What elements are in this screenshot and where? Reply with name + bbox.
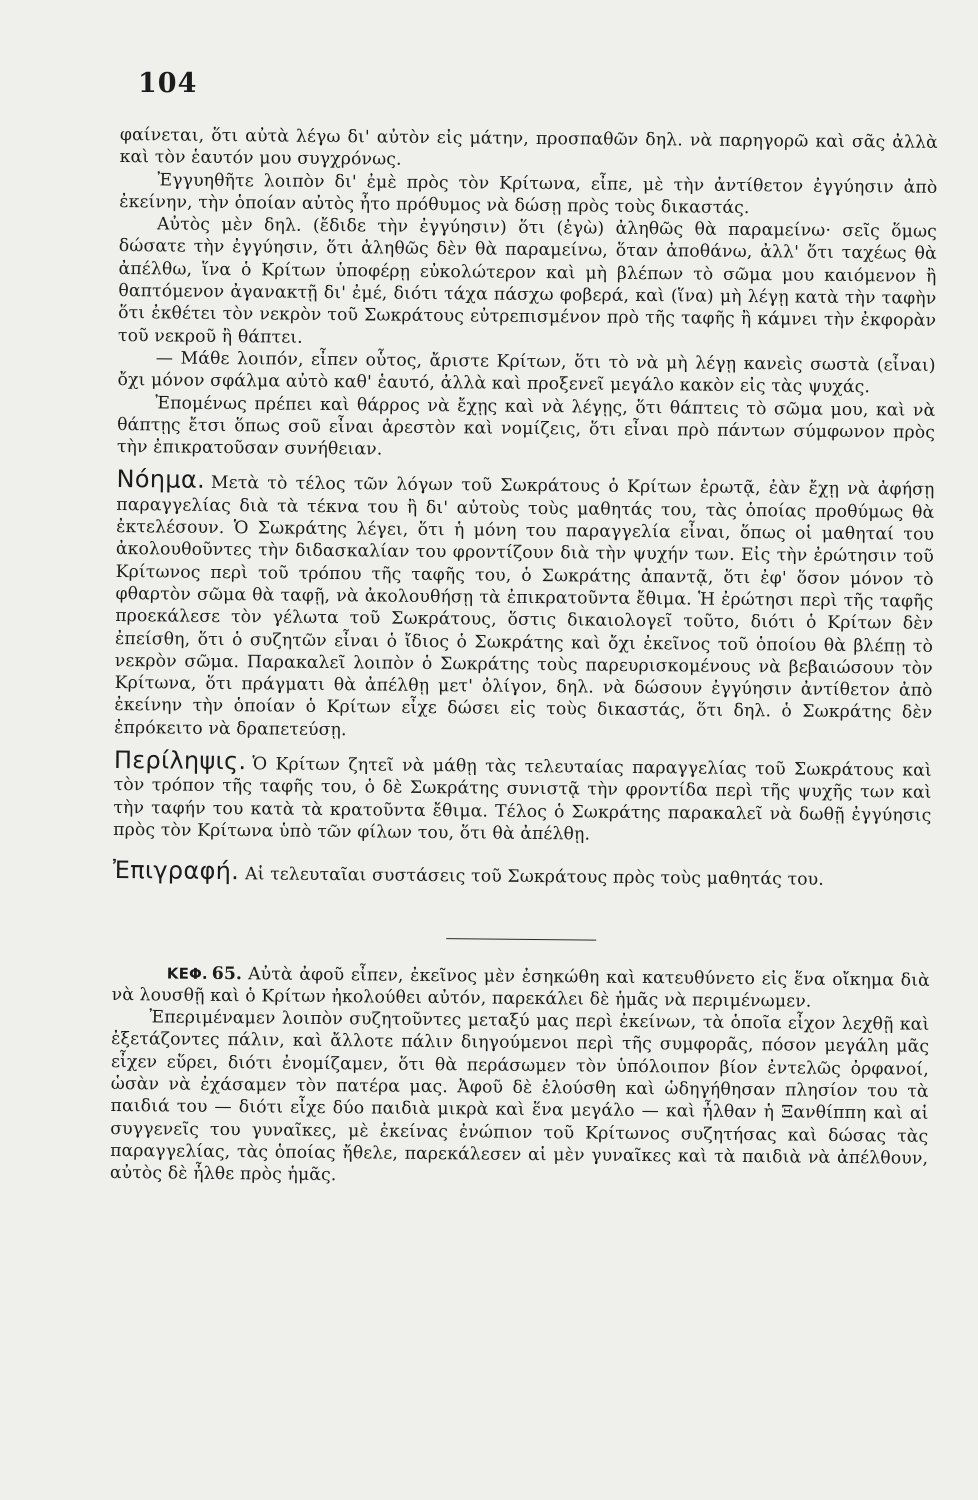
epigrafi-section: [112, 856, 931, 892]
paragraph-4: — Μάθε λοιπόν, εἶπεν οὗτος, ἄριστε Κρίτων, ὅτι τὸ νὰ μὴ λέγῃ κανεὶς σωστὰ (εἶναι) ὄχι μόνον σφάλμα αὐτὸ καθ' ἑαυτό, ἀλλὰ καὶ προξενεῖ μεγάλο κακὸν εἰς τὰς ψυχάς.: [117, 348, 936, 398]
perilipsis-label: Περίληψις.: [113, 745, 247, 776]
paragraph-5: Ἐπομένως πρέπει καὶ θάρρος νὰ ἔχῃς καὶ νὰ λέγῃς, ὅτι θάπτεις τὸ σῶμα μου, καὶ νὰ θάπτῃς ἔτσι ὅπως σοῦ εἶναι ἀρεστὸν καὶ νομίζεις, ὅτι εἶναι πρὸ πάντων σύμφωνον πρὸς τὴν ἐπικρατοῦσαν συνήθειαν.: [116, 392, 936, 460]
noima-section: [114, 465, 935, 746]
section-divider: [446, 938, 596, 940]
paragraph-3: Αὐτὸς μὲν δηλ. (ἔδιδε τὴν ἐγγύησιν) ὅτι (ἐγὼ) ἀληθῶς θὰ παραμείνω· σεῖς ὅμως δώσατε τὴν ἐγγύησιν, ὅτι ἀληθῶς δὲν θὰ παραμείνω, ὅταν ἀποθάνω, ἀλλ' ὅτι ταχέως θὰ ἀπέλθω, ἵνα ὁ Κρίτων ὑποφέρῃ εὐκολώτερον καὶ μὴ βλέπων τὸ σῶμα μου καιόμενον ἢ θαπτόμενον ἀγανακτῇ δι' ἐμέ, διότι τάχα πάσχω φοβερά, καὶ (ἵνα) μὴ λέγῃ κατὰ τὴν ταφὴν ὅτι ἐκθέτει τὸν νεκρὸν τοῦ Σωκράτους εὐτρεπισμένον πρὸ τῆς ταφῆς ἢ κάμνει τὴν ἐκφορὰν τοῦ νεκροῦ ἢ θάπτει.: [117, 214, 938, 348]
paragraph-1: φαίνεται, ὅτι αὐτὰ λέγω δι' αὐτὸν εἰς μάτην, προσπαθῶν δηλ. νὰ παρηγορῶ καὶ σᾶς ἀλλὰ καὶ τὸν ἑαυτόν μου συγχρόνως.: [119, 124, 938, 171]
paragraph-2: Ἐγγυηθῆτε λοιπὸν δι' ἐμὲ πρὸς τὸν Κρίτωνα, εἶπε, μὲ τὴν ἀντίθετον ἐγγύησιν ἀπὸ ἐκείνην, τὴν ὁποίαν αὐτὸς ἦτο πρόθυμος νὰ δώσῃ πρὸς τοὺς δικαστάς.: [119, 169, 938, 218]
perilipsis-text: Ὁ Κρίτων ζητεῖ νὰ μάθῃ τὰς τελευταίας παραγγελίας τοῦ Σωκράτους καὶ τὸν τρόπον τῆς ταφῆς του, ὁ δὲ Σωκράτης συνιστᾷ τὴν φροντίδα περὶ τῆς ψυχῆς των καὶ τὴν ταφήν του κατὰ τὰ κρατοῦντα ἔθιμα. Τέλος ὁ Σωκράτης παρακαλεῖ νὰ δωθῇ ἐγγύησις πρὸς τὸν Κρίτωνα ὑπὸ τῶν φίλων του, ὅτι θὰ ἀπέλθῃ.: [113, 754, 932, 845]
epigrafi-text: Αἱ τελευταῖαι συστάσεις τοῦ Σωκράτους πρὸς τοὺς μαθητάς του.: [244, 864, 824, 890]
epigrafi-label: Ἐπιγραφή.: [112, 856, 240, 886]
page-number: 104: [138, 68, 198, 99]
body-text: [110, 124, 938, 1192]
chapter-first-text: Αὐτὰ ἀφοῦ εἶπεν, ἐκεῖνος μὲν ἐσηκώθη καὶ κατευθύνετο εἰς ἕνα οἴκημα διὰ νὰ λουσθῇ καὶ ὁ Κρίτων ἠκολούθει αὐτόν, παρεκάλει δὲ ἡμᾶς νὰ περιμένωμεν.: [111, 963, 930, 1012]
perilipsis-section: [113, 745, 932, 849]
chapter-number: 65.: [211, 963, 243, 984]
noima-label: Νόημα.: [116, 465, 206, 495]
chapter-label: ΚΕΦ.: [166, 963, 208, 983]
chapter-second-paragraph: Ἐπεριμέναμεν λοιπὸν συζητοῦντες μεταξύ μας περὶ ἐκείνων, τὰ ὁποῖα εἶχον λεχθῇ καὶ ἐξετάζοντες πάλιν, καὶ ἄλλοτε πάλιν διηγούμενοι περὶ τῆς συμφορᾶς, πόσον μεγάλη μᾶς εἶχεν εὕρει, διότι ἐνομίζαμεν, ὅτι θὰ περάσωμεν τὸν ὑπόλοιπον βίον ἐντελῶς ὀρφανοί, ὡσὰν νὰ ἐχάσαμεν τὸν πατέρα μας. Ἀφοῦ δὲ ἐλούσθη καὶ ὡδηγήθησαν πλησίον του τὰ παιδιά του — διότι εἶχε δύο παιδιὰ μικρὰ καὶ ἕνα μεγάλο — καὶ ἦλθαν ἡ Ξανθίππη καὶ αἱ συγγενεῖς του γυναῖκες, μὲ ἐκείνας ἐνώπιον τοῦ Κρίτωνος συζητήσας καὶ δώσας τὰς παραγγελίας, τὰς ὁποίας ἤθελε, παρεκάλεσεν αἱ μὲν γυναῖκες καὶ τὰ παιδιὰ νὰ ἀπέλθουν, αὐτὸς δὲ ἦλθε πρὸς ἡμᾶς.: [109, 1007, 930, 1186]
chapter-first-paragraph: [112, 961, 930, 1013]
noima-text: Μετὰ τὸ τέλος τῶν λόγων τοῦ Σωκράτους ὁ Κρίτων ἐρωτᾷ, ἐὰν ἔχῃ νὰ ἀφήσῃ παραγγελίας διὰ τὰ τέκνα του ἢ δι' αὐτοὺς τοὺς μαθητάς του, τὰς ὁποίας προθύμως θὰ ἐκτελέσουν. Ὁ Σωκράτης λέγει, ὅτι ἡ μόνη του παραγγελία εἶναι, ὅπως οἱ μαθηταί του ἀκολουθοῦντες τὴν διδασκαλίαν του φροντίζουν διὰ τὴν ψυχήν των. Εἰς τὴν ἐρώτησιν τοῦ Κρίτωνος περὶ τοῦ τρόπου τῆς ταφῆς του, ὁ Σωκράτης ἀπαντᾷ, ὅτι ἐφ' ὅσον μόνον τὸ φθαρτὸν σῶμα θὰ ταφῇ, νὰ ἀκολουθήσῃ τὰ ἐπικρατοῦντα ἔθιμα. Ἡ ἐρώτησι περὶ τῆς ταφῆς προεκάλεσε τὸν γέλωτα τοῦ Σωκράτους, ὅστις δικαιολογεῖ τοῦτο, διότι ὁ Κρίτων δὲν ἐπείσθη, ὅτι ὁ συζητῶν εἶναι ὁ ἴδιος ὁ Σωκράτης καὶ ὄχι ἐκεῖνος τοῦ ὁποίου θὰ βλέπῃ τὸ νεκρὸν σῶμα. Παρακαλεῖ λοιπὸν ὁ Σωκράτης τοὺς παρευρισκομένους νὰ βεβαιώσουν τὸν Κρίτωνα, ὅτι πράγματι θὰ ἀπέλθῃ μετ' ὀλίγον, δηλ. νὰ δώσουν ἐγγύησιν ἀντίθετον ἀπὸ ἐκείνην τὴν ὁποίαν ὁ Κρίτων εἶχε δώσει εἰς τοὺς δικαστάς, ὅτι δηλ. ὁ Σωκράτης δὲν ἐπρόκειτο νὰ δραπετεύσῃ.: [114, 473, 935, 740]
